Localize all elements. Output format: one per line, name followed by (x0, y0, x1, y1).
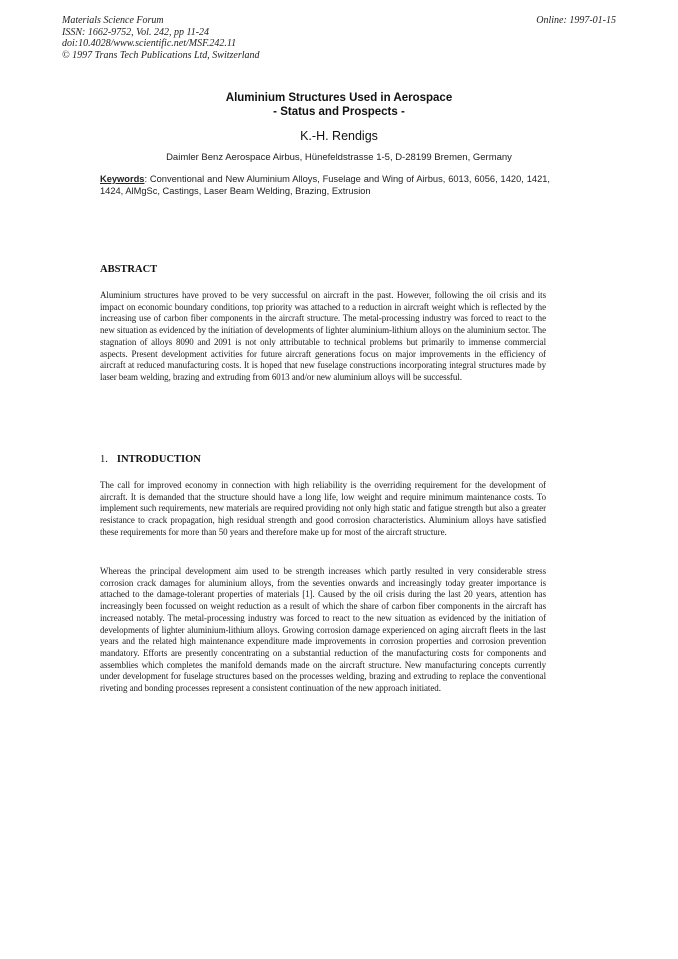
keywords-block (100, 173, 550, 197)
abstract-text: Aluminium structures have proved to be very successful on aircraft in the past. However, following the oil crisis and its impact on economic boundary conditions, top priority was attached to a reduction in aircraft weight which is reflected by the increasing use of carbon fiber components in the aircraft structure. The metal-processing industry was forced to react to the new situation as evidenced by the initiation of developments of lighter aluminium-lithium alloys on the aluminium sector. The stagnation of alloys 8090 and 2091 is not only attributable to technical problems but primarily to immense commercial aspects. Present development activities for future aircraft generations focus on major improvements in the efficiency of aircraft at reduced manufacturing costs. It is hoped that new fuselage constructions incorporating integral structures made by laser beam welding, brazing and extruding from 6013 and/or new aluminium alloys will be successful. (100, 290, 546, 382)
introduction-paragraph-2: Whereas the principal development aim used to be strength increases which partly resulted in very considerable stress corrosion crack damages for aluminium alloys, from the seventies onwards and increasingly today greater importance is attached to the damage-tolerant properties of materials [1]. Caused by the oil crisis during the last 20 years, attention has increasingly been focussed on weight reduction as a result of which the share of carbon fiber components in the aircraft has increased notably. The metal-processing industry was forced to react to the new situation as evidenced by the initiation of developments of lighter aluminium-lithium alloys. Growing corrosion damage experienced on aging aircraft fleets in the last years and the related high maintenance expenditure made improvements in corrosion properties and corrosion prevention mandatory. Efforts are presently concentrating on a substantial reduction of the manufacturing costs for components and assemblies which completes the manifold demands made on the aircraft structure. New manufacturing concepts currently under development for fuselage structures based on the processes welding, brazing and extruding to replace the conventional riveting and bonding processes represent a consistent continuation of the new approach initiated. (100, 566, 546, 694)
author-affiliation: Daimler Benz Aerospace Airbus, Hünefeldstrasse 1-5, D-28199 Bremen, Germany (166, 152, 512, 163)
doi-line: doi:10.4028/www.scientific.net/MSF.242.11 (62, 38, 237, 50)
introduction-paragraph-1: The call for improved economy in connection with high reliability is the overriding requirement for the development of aircraft. It is demanded that the structure should have a long life, low weight and require minimum maintenance costs. To implement such requirements, new materials are required providing not only high static and fatigue strength but also a greater resistance to crack propagation, high residual strength and good corrosion characteristics. Aluminium alloys have satisfied these requirements for more than 50 years and therefore make up for most of the aircraft structure. (100, 480, 546, 537)
section-number: 1. (100, 454, 108, 465)
keywords-text: : Conventional and New Aluminium Alloys, Fuselage and Wing of Airbus, 6013, 6056, 1420, 1421, 1424, AlMgSc, Castings, Laser Beam Welding, Brazing, Extrusion (100, 174, 550, 196)
journal-name: Materials Science Forum (62, 15, 164, 26)
online-date: Online: 1997-01-15 (536, 15, 616, 26)
paper-subtitle: - Status and Prospects - (273, 106, 405, 118)
copyright-line: © 1997 Trans Tech Publications Ltd, Switzerland (62, 49, 260, 61)
issn-line: ISSN: 1662-9752, Vol. 242, pp 11-24 (62, 26, 210, 38)
keywords-label: Keywords (100, 174, 145, 184)
journal-meta (62, 15, 362, 61)
author-name: K.-H. Rendigs (300, 129, 378, 143)
paper-title: Aluminium Structures Used in Aerospace (225, 92, 453, 104)
abstract-heading (100, 264, 157, 275)
abstract-heading-text: ABSTRACT (100, 264, 158, 275)
introduction-heading (100, 454, 201, 465)
introduction-heading-text: INTRODUCTION (116, 454, 201, 465)
